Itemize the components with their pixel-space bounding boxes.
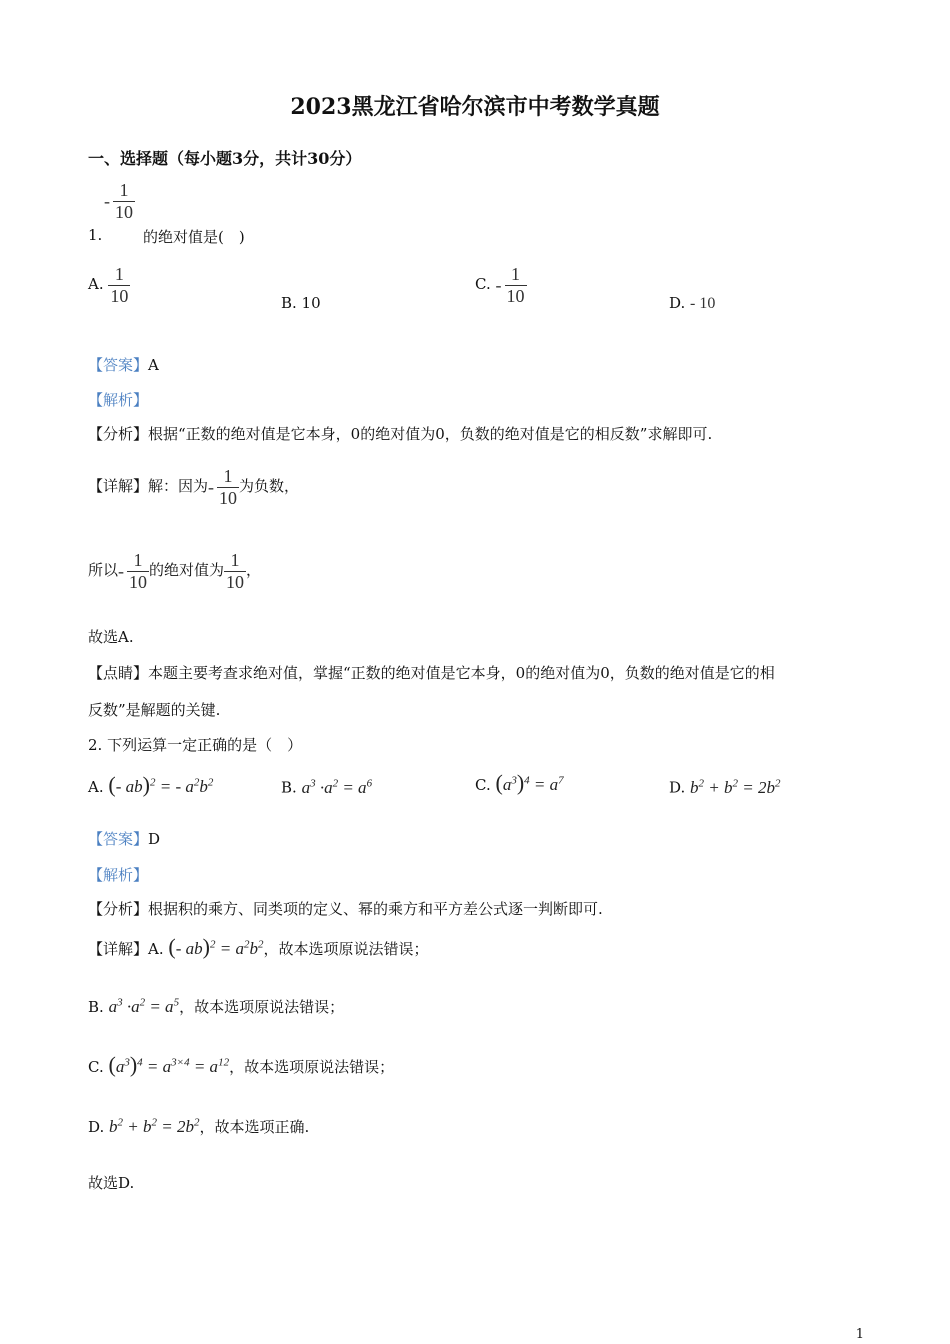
formula: $(a^3)^4 = a^{3\times 4} = a^{12}$ bbox=[108, 1052, 230, 1077]
q1-option-b: B. 10 bbox=[281, 294, 321, 312]
q1-option-c: C. - $\frac{1}{10}$ bbox=[475, 264, 525, 306]
fraction: $\frac{1}{10}$ bbox=[129, 550, 148, 592]
q2-fenxi: 【分析】根据积的乘方、同类项的定义、幂的乘方和平方差公式逐一判断即可. bbox=[88, 900, 603, 918]
formula: $a^3 \cdot a^2 = a^6$ bbox=[301, 777, 373, 797]
fraction: $\frac{1}{10}$ bbox=[506, 264, 525, 306]
fraction: $\frac{1}{10}$ bbox=[226, 550, 245, 592]
q2-option-b: B. $a^3 \cdot a^2 = a^6$ bbox=[281, 777, 373, 797]
q2-stem: 2. 下列运算一定正确的是（ ） bbox=[88, 736, 303, 754]
q2-xiangjie-d: D. $b^2 + b^2 = 2b^2$，故本选项正确. bbox=[88, 1116, 310, 1136]
q2-guxuan: 故选D. bbox=[88, 1174, 135, 1192]
q1-stem-fraction bbox=[104, 180, 135, 222]
q2-option-c: C. $(a^3)^4 = a^7$ bbox=[475, 770, 564, 795]
q1-dianjing-line2: 反数”是解题的关键. bbox=[88, 701, 221, 719]
formula: $(a^3)^4 = a^7$ bbox=[495, 770, 564, 795]
q2-option-a: A. (- ab)$^2$ = - $a^2b^2$ bbox=[88, 772, 214, 797]
formula: (- $ab)^2 = a^2b^2$ bbox=[168, 934, 264, 959]
q1-guxuan: 故选A. bbox=[88, 628, 134, 646]
q1-suoyi: 所以- $\frac{1}{10}$ 的绝对值为 $\frac{1}{10}$ ， bbox=[88, 550, 262, 592]
q1-answer: 【答案】A bbox=[88, 356, 159, 374]
section-heading: 一、选择题（每小题3分，共计30分） bbox=[88, 149, 362, 168]
fraction: $\frac{1}{10}$ bbox=[115, 180, 133, 222]
q1-analysis-tag: 【解析】 bbox=[88, 391, 149, 409]
q2-option-d: D. $b^2 + b^2 = 2b^2$ bbox=[669, 777, 781, 797]
q2-answer: 【答案】D bbox=[88, 830, 161, 848]
formula: $b^2 + b^2 = 2b^2$ bbox=[109, 1116, 200, 1136]
formula: $b^2 + b^2 = 2b^2$ bbox=[690, 777, 781, 797]
fraction: $\frac{1}{10}$ bbox=[219, 466, 238, 508]
q2-xiangjie-a: 【详解】A. (- $ab)^2 = a^2b^2$，故本选项原说法错误； bbox=[88, 934, 429, 959]
q1-dianjing-line1: 【点睛】本题主要考查求绝对值，掌握“正数的绝对值是它本身，0的绝对值为0，负数的绝对值是它的相 bbox=[88, 664, 775, 682]
q1-number: 1. bbox=[88, 226, 103, 244]
q1-stem: 的绝对值是( ) bbox=[143, 228, 245, 246]
formula: (- ab)$^2$ = - $a^2b^2$ bbox=[108, 772, 214, 797]
q2-xiangjie-b: B. $a^3 \cdot a^2 = a^5$，故本选项原说法错误； bbox=[88, 996, 345, 1016]
q2-xiangjie-c: C. $(a^3)^4 = a^{3\times 4} = a^{12}$，故本选项原说法错误； bbox=[88, 1052, 395, 1077]
page-number: 1 bbox=[855, 1327, 864, 1342]
q1-option-d: D. - 10 bbox=[669, 294, 716, 312]
neg-sign: - bbox=[104, 190, 110, 211]
q1-xiangjie: 【详解】解：因为- $\frac{1}{10}$ 为负数， bbox=[88, 466, 300, 508]
q2-analysis-tag: 【解析】 bbox=[88, 866, 149, 884]
fraction: $\frac{1}{10}$ bbox=[110, 264, 129, 306]
formula: $a^3 \cdot a^2 = a^5$ bbox=[108, 996, 180, 1016]
page-title: 2023黑龙江省哈尔滨市中考数学真题 bbox=[290, 94, 660, 120]
q1-option-a: A. $\frac{1}{10}$ bbox=[88, 264, 129, 306]
q1-fenxi: 【分析】根据“正数的绝对值是它本身，0的绝对值为0，负数的绝对值是它的相反数”求解即可. bbox=[88, 425, 713, 443]
